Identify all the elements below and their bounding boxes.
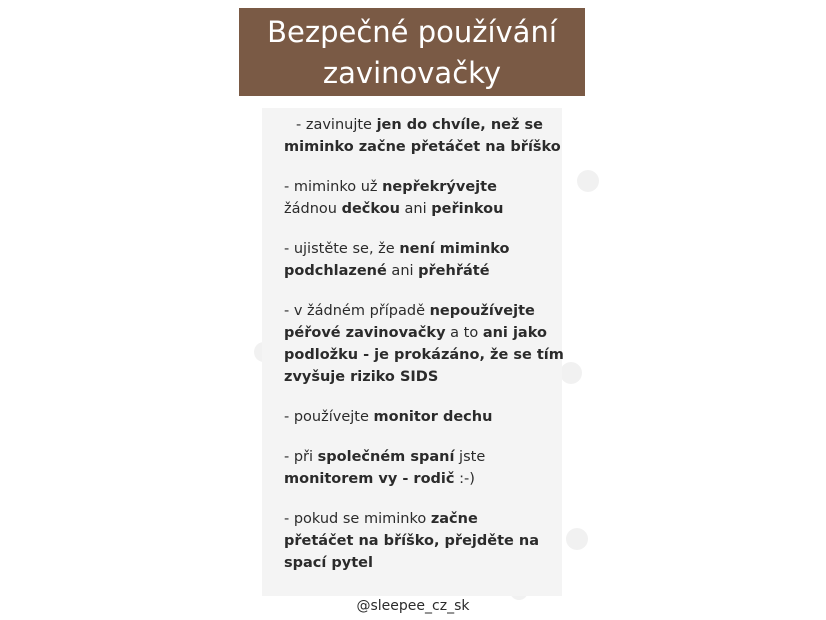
tip-line (284, 366, 554, 388)
tip-text-bold: přehřáté (418, 263, 490, 279)
tip-text-bold: jen do chvíle, než se (376, 117, 543, 133)
tip-text-bold: dečkou (341, 201, 400, 217)
tip-text-bold: zvyšuje riziko SIDS (284, 369, 439, 385)
title-line-2: zavinovačky (322, 56, 502, 90)
tip-text-bold: monitor dechu (373, 409, 493, 425)
tip-text: - používejte (284, 409, 374, 425)
tip-line (284, 406, 554, 428)
tip-text-bold: přetáčet na bříško, přejděte na (284, 533, 540, 549)
tip-line (284, 508, 554, 530)
tip-text: - zavinujte (296, 117, 377, 133)
tip-item (284, 114, 561, 158)
tip-text-bold: nepoužívejte (429, 303, 535, 319)
tip-item (284, 300, 564, 388)
tip-text: :-) (454, 471, 475, 487)
tip-item (284, 508, 554, 574)
tip-text-bold: podchlazené (284, 263, 387, 279)
tip-line (284, 300, 554, 322)
tip-line (284, 260, 554, 282)
tip-line (284, 446, 554, 468)
tip-text: - při (284, 449, 318, 465)
tip-text-bold: monitorem vy - rodič (284, 471, 455, 487)
tip-text: - miminko už (284, 179, 383, 195)
tip-line (284, 114, 554, 136)
tip-text-bold: společném spaní (317, 449, 455, 465)
tip-line (284, 176, 554, 198)
tip-text: - v žádném případě (284, 303, 430, 319)
tip-text-bold: není miminko (399, 241, 510, 257)
tip-item (284, 406, 554, 428)
tip-text: ani (399, 201, 432, 217)
tip-line (284, 552, 554, 574)
instagram-handle: @sleepee_cz_sk (356, 598, 470, 614)
tip-line (284, 136, 561, 158)
tip-line (284, 530, 554, 552)
tip-text-bold: spací pytel (284, 555, 373, 571)
decor-dot (566, 528, 588, 550)
tip-line (284, 322, 554, 344)
tip-text: jste (454, 449, 486, 465)
tip-text-bold: péřové zavinovačky (284, 325, 446, 341)
tip-item (284, 176, 554, 220)
decor-dot (560, 362, 582, 384)
tip-item (284, 238, 554, 282)
tip-line (284, 468, 554, 490)
tip-text-bold: začne (430, 511, 478, 527)
tip-item (284, 446, 554, 490)
tip-text-bold: podložku - je prokázáno, že se tím (284, 347, 564, 363)
tip-line (284, 344, 564, 366)
title-banner (239, 8, 585, 96)
tip-text-bold: ani jako (482, 325, 547, 341)
tip-text: žádnou (284, 201, 342, 217)
tip-text: - pokud se miminko (284, 511, 431, 527)
tip-text-bold: nepřekrývejte (382, 179, 497, 195)
tip-line (284, 198, 554, 220)
tip-text: ani (386, 263, 419, 279)
tip-text-bold: miminko začne přetáčet na bříško (284, 139, 561, 155)
tips-list (284, 114, 564, 592)
title-line-1: Bezpečné používání (267, 15, 557, 49)
decor-dot (577, 170, 599, 192)
tip-line (284, 238, 554, 260)
tip-text-bold: peřinkou (431, 201, 504, 217)
tip-text: a to (445, 325, 483, 341)
tip-text: - ujistěte se, že (284, 241, 400, 257)
